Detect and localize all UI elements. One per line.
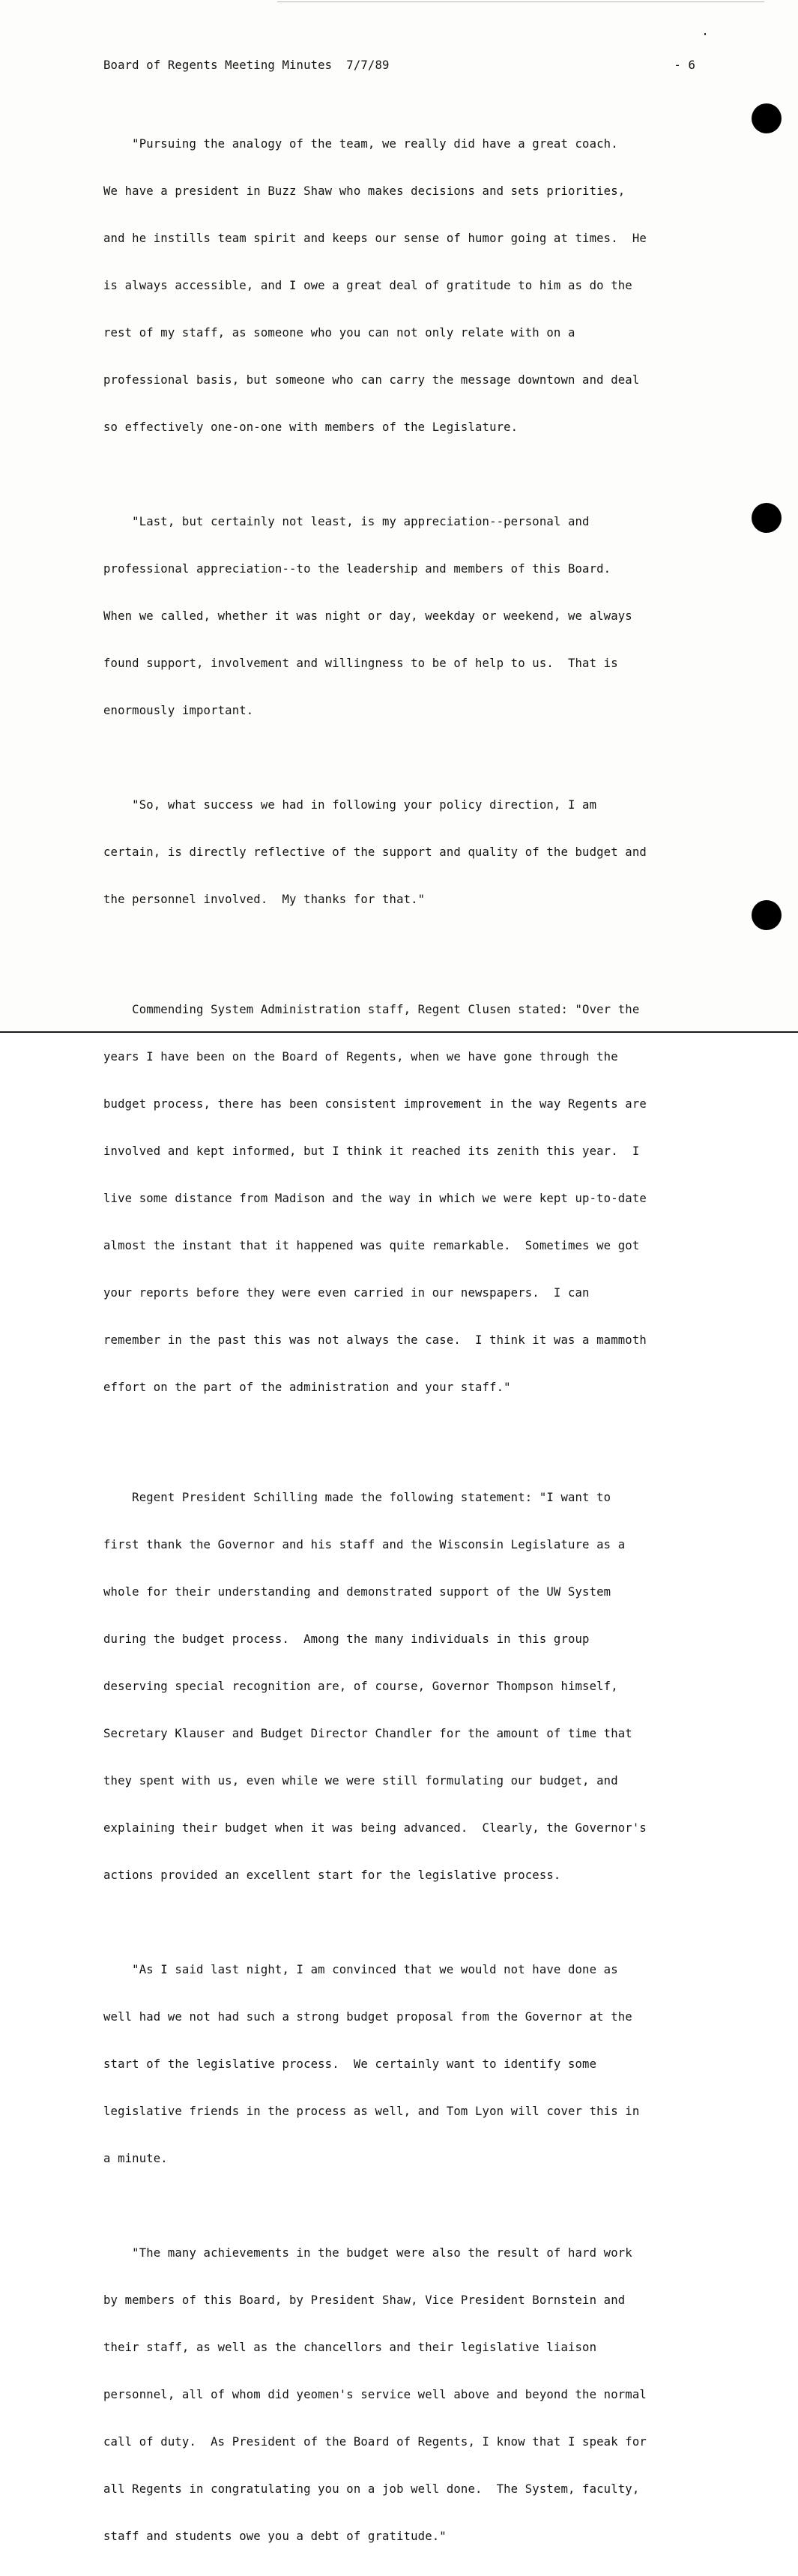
text-line: "As I said last night, I am convinced that we would not have done as xyxy=(103,1963,618,1976)
paragraph-coach xyxy=(103,105,710,467)
text-line: Regent President Schilling made the following statement: "I want to xyxy=(103,1491,611,1504)
text-line: almost the instant that it happened was quite remarkable. Sometimes we got xyxy=(103,1239,640,1252)
text-line: "Last, but certainly not least, is my appreciation--personal and xyxy=(103,515,590,528)
text-line: deserving special recognition are, of course, Governor Thompson himself, xyxy=(103,1680,618,1693)
text-line: start of the legislative process. We certainly want to identify some xyxy=(103,2057,597,2071)
text-line: staff and students owe you a debt of gratitude." xyxy=(103,2530,447,2543)
text-line: "So, what success we had in following your policy direction, I am xyxy=(103,798,597,812)
text-line: all Regents in congratulating you on a job well done. The System, faculty, xyxy=(103,2482,640,2496)
text-line: involved and kept informed, but I think it reached its zenith this year. I xyxy=(103,1144,640,1158)
text-line: legislative friends in the process as well, and Tom Lyon will cover this in xyxy=(103,2105,640,2118)
text-line: remember in the past this was not always the case. I think it was a mammoth xyxy=(103,1333,647,1347)
text-line: by members of this Board, by President Shaw, Vice President Bornstein and xyxy=(103,2293,626,2307)
text-line: explaining their budget when it was being advanced. Clearly, the Governor's xyxy=(103,1821,647,1835)
text-line: "Pursuing the analogy of the team, we really did have a great coach. xyxy=(103,137,618,151)
text-line: live some distance from Madison and the way in which we were kept up-to-date xyxy=(103,1192,647,1205)
text-line: is always accessible, and I owe a great deal of gratitude to him as do the xyxy=(103,279,632,292)
text-line: found support, involvement and willingness to be of help to us. That is xyxy=(103,657,618,670)
paragraph-success xyxy=(103,766,710,939)
text-line: so effectively one-on-one with members of the Legislature. xyxy=(103,420,519,434)
text-line: enormously important. xyxy=(103,704,254,717)
header-title: Board of Regents Meeting Minutes 7/7/89 xyxy=(103,58,390,72)
text-line: professional basis, but someone who can carry the message downtown and deal xyxy=(103,373,640,387)
paragraph-appreciation xyxy=(103,483,710,750)
text-line: Secretary Klauser and Budget Director Chandler for the amount of time that xyxy=(103,1727,632,1740)
document-body xyxy=(103,105,710,2576)
text-line: your reports before they were even carried in our newspapers. I can xyxy=(103,1286,590,1300)
text-line: the personnel involved. My thanks for that." xyxy=(103,893,426,906)
paragraph-achievements xyxy=(103,2214,710,2576)
text-line: rest of my staff, as someone who you can not only relate with on a xyxy=(103,326,575,340)
binder-punch-hole xyxy=(752,503,782,533)
paragraph-last-night xyxy=(103,1931,710,2198)
scan-speck xyxy=(704,33,706,35)
paragraph-clusen xyxy=(103,971,710,1427)
text-line: We have a president in Buzz Shaw who makes decisions and sets priorities, xyxy=(103,184,626,198)
text-line: effort on the part of the administration and your staff." xyxy=(103,1381,511,1394)
text-line: their staff, as well as the chancellors and their legislative liaison xyxy=(103,2341,597,2354)
text-line: call of duty. As President of the Board of Regents, I know that I speak for xyxy=(103,2435,647,2449)
text-line: years I have been on the Board of Regents, when we have gone through the xyxy=(103,1050,618,1064)
scan-edge-top xyxy=(277,1,764,2)
scan-edge-bottom xyxy=(0,1031,798,1033)
text-line: When we called, whether it was night or day, weekday or weekend, we always xyxy=(103,609,632,623)
binder-punch-hole xyxy=(752,103,782,133)
text-line: "The many achievements in the budget were also the result of hard work xyxy=(103,2246,632,2260)
text-line: personnel, all of whom did yeomen's service well above and beyond the normal xyxy=(103,2388,647,2401)
text-line: professional appreciation--to the leadership and members of this Board. xyxy=(103,562,611,576)
text-line: during the budget process. Among the many individuals in this group xyxy=(103,1632,590,1646)
page-header xyxy=(103,58,695,75)
binder-punch-hole xyxy=(752,900,782,930)
text-line: first thank the Governor and his staff and the Wisconsin Legislature as a xyxy=(103,1538,626,1551)
paragraph-schilling xyxy=(103,1459,710,1915)
page-number: - 6 xyxy=(674,58,695,72)
text-line: well had we not had such a strong budget proposal from the Governor at the xyxy=(103,2010,632,2024)
text-line: Commending System Administration staff, Regent Clusen stated: "Over the xyxy=(103,1003,640,1016)
text-line: a minute. xyxy=(103,2152,168,2165)
text-line: actions provided an excellent start for the legislative process. xyxy=(103,1868,561,1882)
text-line: budget process, there has been consistent improvement in the way Regents are xyxy=(103,1097,647,1111)
text-line: and he instills team spirit and keeps our sense of humor going at times. He xyxy=(103,232,647,245)
text-line: certain, is directly reflective of the support and quality of the budget and xyxy=(103,845,647,859)
text-line: whole for their understanding and demonstrated support of the UW System xyxy=(103,1585,611,1599)
text-line: they spent with us, even while we were still formulating our budget, and xyxy=(103,1774,618,1788)
